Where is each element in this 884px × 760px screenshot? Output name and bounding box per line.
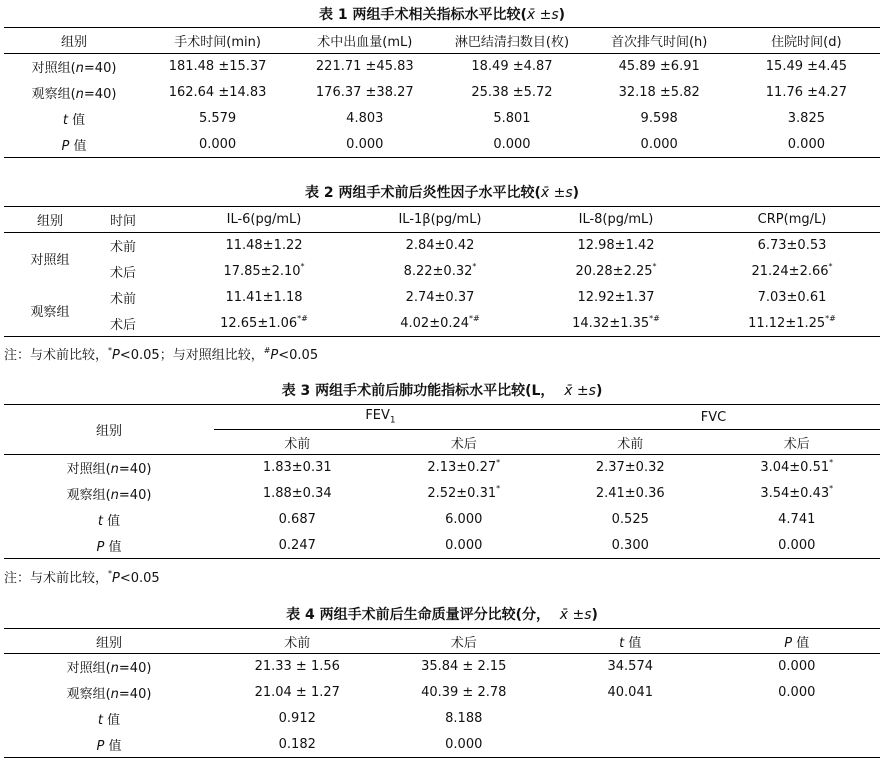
row-label-a: 对照组(	[66, 661, 111, 677]
table-cell: 0.247	[278, 537, 316, 553]
row-label-c: 值	[107, 713, 121, 728]
table-cell	[547, 706, 714, 732]
table-cell: 0.000	[787, 136, 825, 152]
table-cell: 0.687	[278, 512, 316, 527]
table-cell	[704, 259, 880, 285]
significance-mark: *	[828, 262, 833, 271]
table2-header: CRP(mg/L)	[757, 212, 827, 227]
row-label-a: 观察组(	[31, 87, 76, 102]
table-cell: 4.803	[346, 111, 384, 126]
table-cell	[528, 285, 704, 311]
table1-header: 组别	[60, 35, 87, 50]
row-label-c: =40)	[118, 661, 152, 677]
table-row	[4, 311, 880, 337]
table1-header: 首次排气时间(h)	[610, 35, 708, 50]
significance-mark: *	[472, 262, 477, 271]
row-label-c: =40)	[83, 61, 117, 77]
table3-header-row	[4, 405, 880, 430]
table4-header-row	[4, 629, 880, 654]
cell-value: 14.32±1.35	[572, 315, 650, 331]
cell-value: 12.92±1.37	[577, 290, 655, 305]
table-cell: 35.84 ± 2.15	[421, 659, 507, 675]
table-cell: 0.000	[778, 685, 816, 700]
note-p: P	[112, 571, 120, 586]
time-label: 术前	[110, 240, 137, 256]
cell-value: 2.41±0.36	[595, 486, 665, 501]
table-cell: 9.598	[640, 111, 678, 126]
table-cell: 25.38 ±5.72	[471, 85, 553, 100]
table-cell: 3.825	[787, 111, 825, 126]
significance-mark: *	[829, 458, 834, 468]
table1-title-text: 表 1 两组手术相关指标水平比较(	[318, 7, 527, 23]
table3-subheader: 术前	[284, 436, 311, 452]
table-cell: 18.49 ±4.87	[471, 59, 553, 75]
table-cell: 5.801	[493, 111, 531, 126]
table-cell	[352, 233, 528, 259]
cell-value: 4.02±0.24	[400, 315, 470, 331]
table3-subheader: 术后	[783, 436, 810, 452]
significance-mark: *	[652, 262, 657, 271]
table-cell	[352, 285, 528, 311]
significance-mark: *#	[649, 313, 660, 323]
row-label-c: 值	[107, 514, 121, 529]
table2-title-text: 表 2 两组手术前后炎性因子水平比较(	[304, 185, 541, 201]
table-cell: 32.18 ±5.82	[618, 85, 700, 100]
table-cell: 0.912	[278, 711, 316, 726]
table-cell: 11.76 ±4.27	[765, 85, 847, 100]
table-cell: 15.49 ±4.45	[765, 59, 847, 75]
row-label-b: n	[110, 687, 119, 702]
table-cell	[704, 311, 880, 337]
table-row	[4, 507, 880, 533]
table1-header: 手术时间(min)	[174, 35, 261, 50]
cell-value: 11.48±1.22	[225, 238, 303, 254]
table1-header: 术中出血量(mL)	[317, 35, 413, 50]
t-label: 值	[628, 635, 642, 651]
cell-value: 2.37±0.32	[595, 460, 665, 476]
table-cell: 40.39 ± 2.78	[421, 685, 507, 700]
table2-note	[4, 344, 318, 363]
table-cell: 45.89 ±6.91	[618, 59, 700, 75]
row-label-a: 对照组(	[31, 61, 76, 77]
cell-value: 1.83±0.31	[262, 460, 332, 476]
row-label-a: 观察组(	[66, 687, 111, 702]
table-cell	[704, 233, 880, 259]
table3-title-stat: x̄ ±s	[564, 383, 596, 399]
row-label	[4, 106, 144, 132]
table-cell: 0.000	[493, 136, 531, 152]
cell-value: 3.54±0.43	[760, 486, 830, 501]
table3-subheader: 术后	[450, 436, 477, 452]
table-cell	[704, 285, 880, 311]
table-cell	[528, 311, 704, 337]
table-cell: 0.525	[611, 512, 649, 527]
table-cell	[714, 732, 881, 758]
table-cell: 21.04 ± 1.27	[254, 685, 340, 700]
row-label-b: P	[96, 539, 105, 555]
row-label	[4, 706, 214, 732]
table-cell	[547, 455, 714, 481]
time-label: 术前	[110, 292, 137, 307]
table1-header: 淋巴结清扫数目(枚)	[454, 35, 570, 50]
row-label-b: n	[75, 87, 84, 102]
table3-title-text: 表 3 两组手术前后肺功能指标水平比较(L，	[281, 383, 555, 399]
row-label-a: 对照组(	[66, 462, 111, 478]
table-row	[4, 106, 880, 132]
significance-mark: *	[496, 484, 501, 493]
cell-value: 2.52±0.31	[427, 486, 497, 501]
table-cell	[381, 481, 548, 507]
table2-header: 组别	[36, 214, 63, 229]
table-cell	[714, 706, 881, 732]
table-cell: 221.71 ±45.83	[315, 59, 414, 75]
table-cell: 176.37 ±38.27	[315, 85, 414, 100]
cell-value: 6.73±0.53	[757, 238, 827, 254]
significance-mark: *#	[297, 313, 308, 323]
row-label-b: t	[97, 514, 103, 529]
table-cell: 8.188	[445, 711, 483, 726]
table-row	[4, 80, 880, 106]
table2-header: 时间	[110, 214, 137, 229]
fev-header	[214, 405, 547, 430]
row-label-c: =40)	[118, 488, 152, 503]
cell-value: 8.22±0.32	[403, 264, 473, 279]
cell-value: 11.41±1.18	[225, 290, 303, 305]
table-cell: 0.000	[778, 537, 816, 553]
group-label: 对照组	[30, 253, 70, 269]
table-cell	[714, 481, 881, 507]
note-p: P	[270, 348, 279, 363]
table-row	[4, 233, 880, 259]
cell-value: 17.85±2.10	[223, 264, 301, 279]
cell-value: 21.24±2.66	[751, 264, 829, 279]
t-symbol: t	[619, 635, 625, 651]
fev-subscript: 1	[389, 415, 396, 426]
significance-mark: *#	[825, 313, 836, 323]
table-cell	[528, 259, 704, 285]
row-label	[4, 455, 214, 481]
group-label: 观察组	[30, 304, 70, 320]
table-cell: 40.041	[607, 685, 653, 700]
table-row	[4, 533, 880, 559]
cell-value: 12.98±1.42	[577, 238, 655, 254]
cell-value: 20.28±2.25	[575, 264, 653, 279]
table3-title	[0, 380, 884, 400]
table3-title-close: )	[595, 383, 603, 399]
row-label-b: t	[62, 113, 68, 128]
cell-value: 7.03±0.61	[757, 290, 827, 305]
note-p: P	[112, 348, 120, 363]
table1-title	[0, 4, 884, 24]
table-cell: 181.48 ±15.37	[168, 59, 267, 75]
note-text: <0.05	[119, 571, 160, 586]
cell-value: 2.84±0.42	[405, 238, 475, 254]
fev-label: FEV	[365, 408, 390, 424]
table2-title	[0, 182, 884, 202]
table-cell: 6.000	[445, 512, 483, 527]
significance-mark: *#	[469, 313, 480, 323]
note-text: <0.05；与对照组比较，	[119, 348, 264, 363]
table-row	[4, 680, 880, 706]
table1-header: 住院时间(d)	[771, 35, 842, 50]
row-label	[4, 654, 214, 680]
note-text: 注：与术前比较，	[4, 348, 109, 363]
table-cell: 0.300	[611, 537, 649, 553]
row-label-b: P	[61, 138, 70, 154]
table-cell	[176, 311, 352, 337]
cell-value: 3.04±0.51	[760, 460, 830, 476]
table2-header: IL-8(pg/mL)	[578, 212, 654, 227]
row-label-c: =40)	[118, 687, 152, 702]
table4-header: 术后	[450, 635, 477, 651]
table-cell: 5.579	[198, 111, 237, 126]
table-cell: 0.000	[198, 136, 237, 152]
row-label-a: 观察组(	[66, 488, 111, 503]
table-cell: 0.000	[346, 136, 384, 152]
table-cell	[214, 455, 381, 481]
table-row	[4, 654, 880, 680]
row-label	[4, 680, 214, 706]
table-cell: 0.000	[640, 136, 678, 152]
row-label-b: P	[96, 738, 105, 754]
table3	[4, 404, 880, 559]
cell-value: 11.12±1.25	[748, 315, 826, 331]
table2	[4, 206, 880, 337]
note-text: <0.05	[278, 348, 319, 363]
table4-header: 组别	[95, 635, 122, 651]
significance-mark: *	[300, 262, 305, 271]
cell-value: 2.74±0.37	[405, 290, 475, 305]
table-cell: 162.64 ±14.83	[168, 85, 267, 100]
cell-value: 2.13±0.27	[427, 460, 497, 476]
table-cell	[547, 732, 714, 758]
row-label-c: 值	[72, 113, 86, 128]
table4	[4, 628, 880, 758]
table2-header: IL-1β(pg/mL)	[398, 212, 482, 227]
row-label-c: =40)	[118, 462, 152, 478]
table-cell	[176, 285, 352, 311]
table-row	[4, 706, 880, 732]
table-cell	[214, 481, 381, 507]
note-text: 注：与术前比较，	[4, 571, 109, 586]
table4-header: 术前	[284, 635, 311, 651]
row-label-c: 值	[108, 539, 122, 555]
table-cell: 21.33 ± 1.56	[254, 659, 340, 675]
table4-header	[547, 629, 714, 654]
table3-group-header: 组别	[4, 405, 214, 455]
table4-title-stat: x̄ ±s	[559, 607, 592, 623]
table-cell: 0.000	[445, 736, 483, 752]
table-row	[4, 132, 880, 158]
table-cell	[352, 311, 528, 337]
row-label-c: 值	[108, 738, 122, 754]
row-label	[4, 80, 144, 106]
table1-title-stat: x̄ ±s	[526, 7, 559, 23]
table-cell	[714, 455, 881, 481]
row-label	[4, 732, 214, 758]
time-label: 术后	[110, 266, 137, 281]
table-cell: 0.182	[278, 736, 316, 752]
table3-note	[4, 567, 160, 586]
table2-header-row	[4, 207, 880, 233]
significance-mark: *	[829, 484, 834, 493]
table-cell	[176, 259, 352, 285]
row-label	[4, 533, 214, 559]
table-row	[4, 259, 880, 285]
cell-value: 12.65±1.06	[220, 315, 298, 331]
time-label: 术后	[110, 317, 137, 333]
table4-title-text: 表 4 两组手术前后生命质量评分比较(分，	[286, 607, 550, 623]
row-label	[4, 132, 144, 158]
table-cell: 34.574	[607, 659, 653, 675]
table4-title	[0, 604, 884, 624]
table-cell	[528, 233, 704, 259]
table-cell: 0.000	[778, 659, 816, 675]
note-mark: *	[108, 346, 113, 355]
row-label-b: n	[110, 462, 119, 478]
table2-title-stat: x̄ ±s	[540, 185, 573, 201]
table1	[4, 27, 880, 158]
p-label: 值	[796, 635, 810, 651]
row-label	[4, 54, 144, 80]
table4-header	[714, 629, 881, 654]
significance-mark: *	[496, 458, 501, 468]
table2-header: IL-6(pg/mL)	[226, 212, 302, 227]
row-label-b: n	[75, 61, 84, 77]
table-row	[4, 481, 880, 507]
table-cell	[547, 481, 714, 507]
note-mark: #	[263, 346, 271, 355]
row-label	[4, 481, 214, 507]
row-label-c: 值	[73, 138, 87, 154]
table1-title-close: )	[558, 7, 566, 23]
table-row	[4, 455, 880, 481]
cell-value: 1.88±0.34	[262, 486, 332, 501]
fvc-header: FVC	[547, 405, 880, 430]
table4-title-close: )	[591, 607, 598, 623]
table-cell	[352, 259, 528, 285]
table-cell	[381, 455, 548, 481]
row-label-b: t	[97, 713, 103, 728]
table-cell: 4.741	[778, 512, 816, 527]
row-label-c: =40)	[83, 87, 117, 102]
table-row	[4, 732, 880, 758]
table3-subheader: 术前	[617, 436, 644, 452]
table2-title-close: )	[572, 185, 580, 201]
table-cell	[176, 233, 352, 259]
row-label	[4, 507, 214, 533]
table-row	[4, 54, 880, 80]
table1-header-row	[4, 28, 880, 54]
p-symbol: P	[784, 635, 793, 651]
table-cell: 0.000	[445, 537, 483, 553]
row-label-b: n	[110, 488, 119, 503]
table-row	[4, 285, 880, 311]
note-mark: *	[108, 569, 113, 578]
row-label-b: n	[110, 661, 119, 677]
